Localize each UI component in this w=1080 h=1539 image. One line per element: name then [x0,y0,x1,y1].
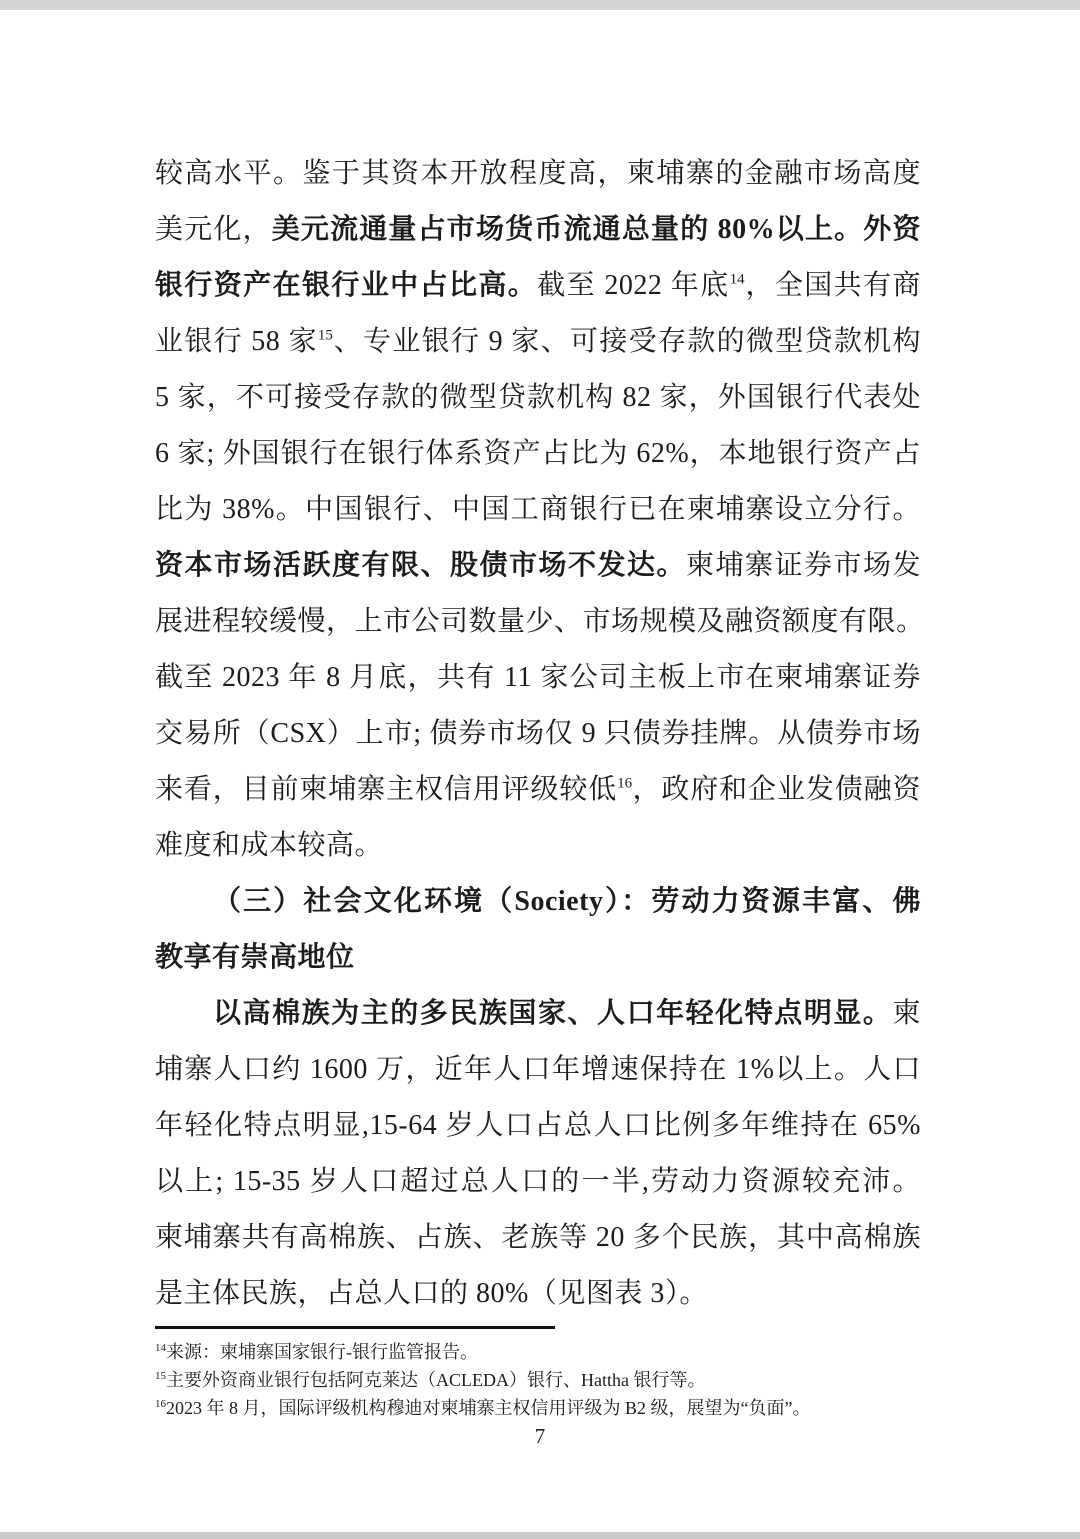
text-run: ，政府和企业发债融资 [632,774,921,805]
text-line [155,1042,921,1098]
text-run: 来看，目前柬埔寨主权信用评级较低 [155,774,618,805]
text-line [155,1210,921,1266]
text-line [155,482,921,538]
text-run: 柬埔寨证券市场发 [685,550,921,581]
text-run: 较高水平。鉴于其资本开放程度高，柬埔寨的金融市场高度 [155,158,921,189]
text-run: 展进程较缓慢，上市公司数量少、市场规模及融资额度有限。 [155,606,925,637]
text-run: 难度和成本较高。 [155,830,384,861]
text-line [155,930,921,986]
footnote-list [155,1338,921,1422]
text-run: 5 家，不可接受存款的微型贷款机构 82 家，外国银行代表处 [155,382,921,413]
text-line [155,538,921,594]
text-line [155,1266,921,1322]
text-run: ，全国共有商 [744,270,921,301]
text-line [155,874,921,930]
text-run: 埔寨人口约 1600 万，近年人口年增速保持在 1%以上。人口 [155,1054,921,1085]
text-line [155,986,921,1042]
text-run: 、专业银行 9 家、可接受存款的微型贷款机构 [332,326,921,357]
text-run: 截至 2022 年底 [537,270,730,301]
footnote-separator-rule [155,1326,555,1329]
footnote [155,1366,921,1394]
bold-text-run: 教享有崇高地位 [155,942,355,973]
bold-text-run: 美元流通量占市场货币流通总量的 80%以上。外资 [271,214,921,245]
page-number: 7 [534,1424,546,1448]
footnote-text: 来源：柬埔寨国家银行-银行监管报告。 [166,1342,478,1362]
text-line [155,370,921,426]
text-line [155,426,921,482]
bold-text-run: 银行资产在银行业中占比高。 [155,270,538,301]
footnote-number: 15 [155,1370,166,1382]
bold-text-run: 资本市场活跃度有限、股债市场不发达。 [155,550,686,581]
text-line [155,1098,921,1154]
footnotes-section [155,1326,921,1422]
text-run: 柬埔寨共有高棉族、占族、老族等 20 多个民族，其中高棉族 [155,1222,921,1253]
body-text-block [155,146,925,1322]
footnote-reference: 15 [317,327,333,344]
text-run: 是主体民族，占总人口的 80%（见图表 3）。 [155,1278,708,1309]
text-run: 比为 38%。中国银行、中国工商银行已在柬埔寨设立分行。 [155,494,921,525]
text-run: 6 家; 外国银行在银行体系资产占比为 62%，本地银行资产占 [155,438,921,469]
text-run: 业银行 58 家 [155,326,318,357]
text-run: 以上; 15-35 岁人口超过总人口的一半,劳动力资源较充沛。 [155,1166,921,1197]
page-top-edge [0,0,1080,10]
text-line [155,650,921,706]
bold-text-run: 以高棉族为主的多民族国家、人口年轻化特点明显。 [213,998,893,1029]
text-run: 美元化， [155,214,272,245]
bold-text-run: （三）社会文化环境（Society）：劳动力资源丰富、佛 [213,886,921,917]
text-line [155,258,921,314]
page-bottom-edge [0,1532,1080,1539]
text-run: 柬 [892,998,921,1029]
text-line [155,202,921,258]
text-line [155,762,921,818]
text-line [155,146,921,202]
text-line [155,594,925,650]
footnote-number: 16 [155,1398,166,1410]
text-line [155,818,921,874]
text-line [155,314,921,370]
text-run: 截至 2023 年 8 月底，共有 11 家公司主板上市在柬埔寨证券 [155,662,921,693]
footnote-number: 14 [155,1342,166,1354]
footnote-text: 2023 年 8 月，国际评级机构穆迪对柬埔寨主权信用评级为 B2 级，展望为“负面”。 [166,1398,811,1418]
footnote-reference: 14 [729,271,745,288]
footnote [155,1338,921,1366]
text-line [155,706,921,762]
text-line [155,1154,921,1210]
text-run: 交易所（CSX）上市; 债券市场仅 9 只债券挂牌。从债券市场 [155,718,921,749]
footnote [155,1394,921,1422]
footnote-text: 主要外资商业银行包括阿克莱达（ACLEDA）银行、Hattha 银行等。 [166,1370,706,1390]
text-run: 年轻化特点明显,15-64 岁人口占总人口比例多年维持在 65% [155,1110,921,1141]
footnote-reference: 16 [617,775,633,792]
